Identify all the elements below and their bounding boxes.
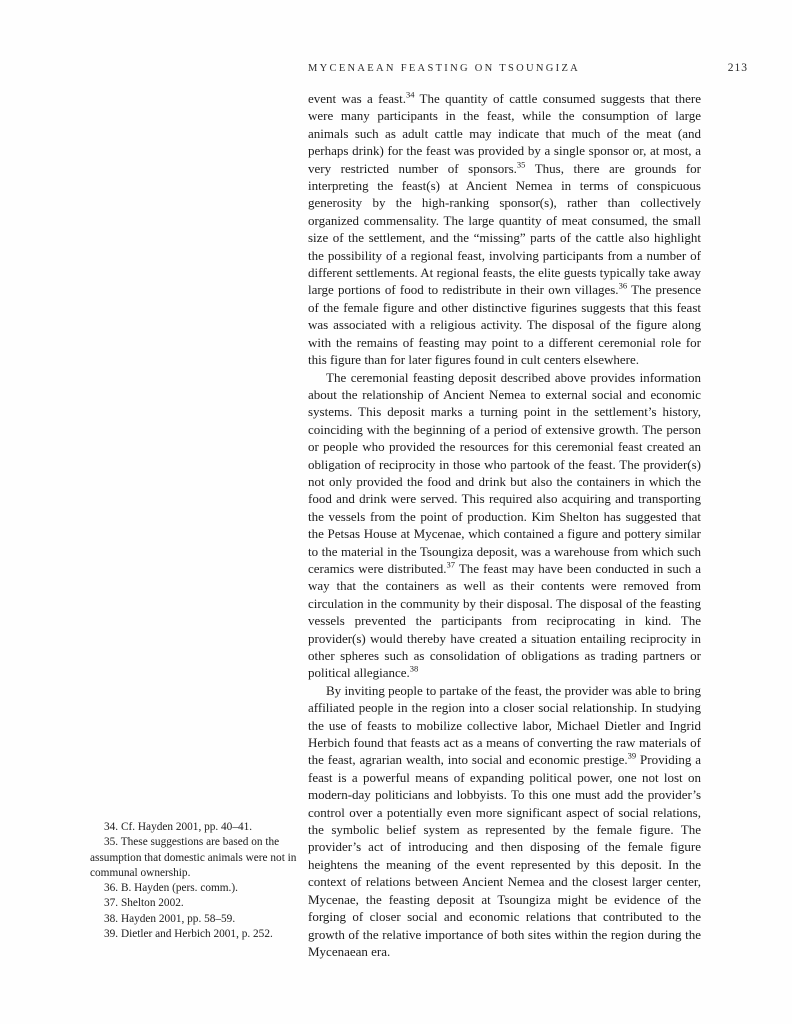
footnotes [90, 820, 297, 942]
footnote-reference: 35 [516, 159, 526, 170]
body-paragraph: By inviting people to partake of the feast, the provider was able to bring affiliated people in the region into a closer social relationship. In studying the use of feasts to mobilize collective labor, Michael Dietler and Ingrid Herbich found that feasts act as a means of converting the raw materials of the feast, agrarian wealth, into social and economic prestige.$^{39}$ Providing a feast is a powerful means of expanding political power, one not lost on modern-day politicians and lobbyists. To this one must add the provider’s control over a potentially even more significant aspect of social relations, the symbolic belief system as represented by the female figure. The provider’s act of introducing and then disposing of the female figure heightens the meaning of the event represented by this deposit. In the context of relations between Ancient Nemea and the closest larger center, Mycenae, the feasting deposit at Tsoungiza might be evidence of the forging of closer social and economic relations that contributed to the growth of the relative importance of both sites within the region during the Mycenaean era. [308, 682, 701, 959]
main-text [308, 90, 701, 960]
body-paragraph: event was a feast.$^{34}$ The quantity of cattle consumed suggests that there were many participants in the feast, while the consumption of large animals such as adult cattle may indicate that much of the meat (and perhaps drink) for the feast was provided by a single sponsor or, at most, a very restricted number of sponsors.$^{35}$ Thus, there are grounds for interpreting the feast(s) at Ancient Nemea in terms of conspicuous generosity by the high-ranking sponsor(s), rather than collectively organized commensality. The large quantity of meat consumed, the small size of the settlement, and the “missing” parts of the cattle also highlight the possibility of a regional feast, involving participants from a number of different settlements. At regional feasts, the elite guests typically take away large portions of food to redistribute in their own villages.$^{36}$ The presence of the female figure and other distinctive figurines suggests that this feast was associated with a religious activity. The disposal of the figure along with the remains of feasting may point to a different ceremonial role for this figure than for later figures found in cult centers elsewhere. [308, 89, 701, 368]
body-paragraph: The ceremonial feasting deposit described above provides information about the relationship of Ancient Nemea to external social and economic systems. This deposit marks a turning point in the settlement’s history, coinciding with the beginning of a period of extensive growth. The person or people who provided the resources for this ceremonial feast created an obligation of reciprocity in those who partook of the feast. The provider(s) not only provided the food and drink but also the containers in which the food and drink were served. This required also acquiring and transporting the vessels from the point of production. Kim Shelton has suggested that the Petsas House at Mycenae, which contained a figure and pottery similar to the material in the Tsoungiza deposit, was a warehouse from which such ceramics were distributed.$^{37}$ The feast may have been conducted in such a way that the containers as well as their contents were removed from circulation in the community by their disposal. The disposal of the feasting vessels prevented the participants from reciprocating in kind. The provider(s) would thereby have created a situation entailing reciprocity in other spheres such as consolidation of obligations as trading partners or political allegiance.$^{38}$ [308, 369, 701, 681]
footnote-reference: 37 [446, 559, 455, 570]
footnote: 34. Cf. Hayden 2001, pp. 40–41. [104, 821, 253, 833]
footnote-reference: 38 [409, 664, 419, 675]
footnote-reference: 34 [405, 89, 415, 100]
footnote: 36. B. Hayden (pers. comm.). [104, 882, 238, 895]
footnote-reference: 39 [627, 751, 637, 762]
running-title: MYCENAEAN FEASTING ON TSOUNGIZA [308, 63, 581, 74]
page-number: 213 [727, 62, 748, 74]
footnote: 37. Shelton 2002. [104, 897, 184, 910]
footnote: 38. Hayden 2001, pp. 58–59. [104, 912, 236, 925]
footnote-reference: 36 [618, 281, 628, 292]
footnote: 39. Dietler and Herbich 2001, p. 252. [104, 928, 273, 941]
running-head [308, 62, 748, 74]
footnote: 35. These suggestions are based on the assumption that domestic animals were not in communal ownership. [90, 836, 297, 879]
